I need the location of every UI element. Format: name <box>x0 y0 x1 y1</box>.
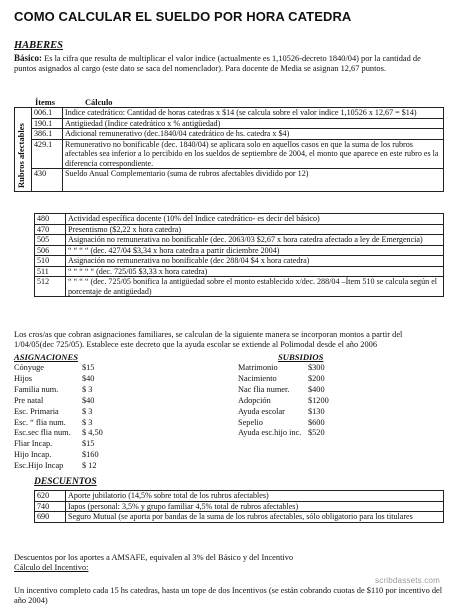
basico-label: Básico: <box>14 53 42 63</box>
item-code: 480 <box>35 214 66 225</box>
item-code: 006.1 <box>32 108 63 119</box>
list-value: $1200 <box>308 395 329 405</box>
item-text: Actividad específica docente (10% del Indice catedrático- es decir del básico) <box>66 214 444 225</box>
otros-items-table <box>34 213 444 297</box>
table-row <box>35 224 444 235</box>
item-code: 510 <box>35 256 66 267</box>
item-text: Indice catedrático: Cantidad de horas catedras x $14 (se calcula sobre el valor indice 1,10526 x 12,67 = $14) <box>63 108 444 119</box>
descuentos-table <box>34 490 444 523</box>
incentivo-paragraph: Un incentivo completo cada 15 hs catedras, hasta un tope de dos Incentivos (se están cobrando cuotas de $110 por incentivo del año 2004) <box>14 586 443 606</box>
list-item: Esc.sec flia num. <box>14 428 71 438</box>
table-row <box>15 118 444 129</box>
item-code: 190.1 <box>32 118 63 129</box>
asignaciones-values <box>82 363 103 472</box>
list-value: $400 <box>308 384 325 394</box>
item-text: Adicional remunerativo (dec.1840/04 catedrático de hs. catedra x $4) <box>63 129 444 140</box>
column-header-calculo: Cálculo <box>85 98 113 107</box>
item-text: Asignación no remunerativa no bonificable (dec. 2063/03 $2,67 x hora catedra afectado a ley de Emergencia) <box>66 235 444 246</box>
list-item: Ayuda escolar <box>238 406 285 416</box>
list-value: $ 3 <box>82 384 93 394</box>
aportes-text: Descuentos por los aportes a AMSAFE, equivalen al 3% del Básico y del Incentivo <box>14 553 294 562</box>
asignaciones-names <box>14 363 71 472</box>
subsidios-names <box>238 363 301 439</box>
table-row <box>35 235 444 246</box>
table-row <box>15 139 444 169</box>
item-text: Asignación no remunerativa no bonificable (dec 288/04 $4 x hora catedra) <box>66 256 444 267</box>
item-text: “ “ “ “ (dec. 427/04 $3,34 x hora catedra a partir diciembre 2004) <box>66 245 444 256</box>
item-code: 505 <box>35 235 66 246</box>
item-code: 690 <box>35 512 66 523</box>
list-item: Esc. Primaria <box>14 406 59 416</box>
table-row <box>35 245 444 256</box>
aportes-paragraph <box>14 553 444 574</box>
asignaciones-heading: ASIGNACIONES <box>14 352 78 362</box>
list-value: $130 <box>308 406 325 416</box>
item-text: Sueldo Anual Complementario (suma de rubros afectables dividido por 12) <box>63 169 444 192</box>
item-text: Remunerativo no bonificable (dec. 1840/04) se aplicara solo en aquellos casos en que la suma de los rubros afectables sea inferior a lo percibido en los sueldos de septiembre de 2004, el monto que aparece en este rubro es la diferencia correspondiente. <box>63 139 444 169</box>
incentivo-heading: Cálculo del Incentivo: <box>14 563 89 573</box>
item-code: 620 <box>35 491 66 502</box>
list-value: $200 <box>308 373 325 383</box>
list-item: Hijos <box>14 373 32 383</box>
list-item: Esc. “ flia num. <box>14 417 66 427</box>
descuentos-heading: DESCUENTOS <box>34 477 97 487</box>
table-row <box>35 214 444 225</box>
list-item: Familia num. <box>14 384 59 394</box>
table-row <box>15 169 444 192</box>
list-value: $15 <box>82 439 95 449</box>
table-row <box>15 108 444 119</box>
list-item: Matrimonio <box>238 363 278 372</box>
list-item: Fliar Incap. <box>14 439 53 449</box>
list-item: Adopción <box>238 395 271 405</box>
item-text: “ “ “ “ (dec. 725/05 bonifica la antigüedad sobre el monto establecido x/dec. 288/04 –Ítem 510 se calcula según el porcentaje de antigüedad) <box>66 277 444 297</box>
item-text: Aporte jubilatorio (14,5% sobre total de los rubros afectables) <box>66 491 444 502</box>
basico-text: Es la cifra que resulta de multiplicar el valor indice (actualmente es 1,10526-decreto 1840/04) por la cantidad de puntos asignados al cargo (este dato se saca del nomenclador). Para docente de Media se asignan 12,67 puntos. <box>14 54 421 74</box>
item-code: 470 <box>35 224 66 235</box>
subsidios-heading: SUBSIDIOS <box>278 352 324 362</box>
rubros-afectables-label: Rubros afectables <box>16 123 26 188</box>
table-row <box>35 277 444 297</box>
list-value: $520 <box>308 428 325 438</box>
list-item: Ayuda esc.hijo inc. <box>238 428 302 438</box>
basico-paragraph <box>14 53 442 75</box>
list-item: Nacimiento <box>238 373 277 383</box>
item-text: Iapos (personal: 3,5% y grupo familiar 4,5% total de rubros afectables) <box>66 501 444 512</box>
column-header-items: Ítems <box>35 98 56 107</box>
list-value: $40 <box>82 373 95 383</box>
list-value: $ 3 <box>82 417 93 427</box>
list-value: $600 <box>308 417 325 427</box>
watermark-text: scribdassets.com <box>375 576 440 585</box>
list-item: Pre natal <box>14 395 44 405</box>
item-code: 386.1 <box>32 129 63 140</box>
table-row <box>35 266 444 277</box>
item-text: Seguro Mutual (se aporta por bandas de la suma de los rubros afectables, sólo obligatorio para los titulares <box>66 512 444 523</box>
item-code: 511 <box>35 266 66 277</box>
list-value: $ 4,50 <box>82 428 103 438</box>
list-item: Nac flia numer. <box>238 384 290 394</box>
list-value: $ 3 <box>82 406 93 416</box>
cros-paragraph: Los cros/as que cobran asignaciones familiares, se calculan de la siguiente manera se incorporan montos a partir del 1/04/05(dec 725/05). Establece este decreto que la ayuda escolar se extiende al Polimodal desde el año 2006 <box>14 330 403 350</box>
list-value: $ 12 <box>82 461 97 471</box>
list-value: $15 <box>82 363 95 372</box>
list-value: $40 <box>82 395 95 405</box>
item-code: 740 <box>35 501 66 512</box>
item-code: 429.1 <box>32 139 63 169</box>
item-code: 430 <box>32 169 63 192</box>
list-item: Esc.Hijo Incap <box>14 461 64 471</box>
list-value: $160 <box>82 450 99 460</box>
item-text: Antigüedad (Indice catedrático x % antigüedad) <box>63 118 444 129</box>
item-text: “ “ “ “ “ (dec. 725/05 $3,33 x hora catedra) <box>66 266 444 277</box>
rubros-label-cell <box>15 108 32 192</box>
list-value: $300 <box>308 363 325 372</box>
table-row <box>35 256 444 267</box>
list-item: Cónyuge <box>14 363 44 372</box>
item-text: Presentismo ($2,22 x hora catedra) <box>66 224 444 235</box>
list-item: Sepelio <box>238 417 263 427</box>
table-row <box>35 491 444 502</box>
table-row <box>15 129 444 140</box>
table-row <box>35 512 444 523</box>
item-code: 512 <box>35 277 66 297</box>
item-code: 506 <box>35 245 66 256</box>
page-title: COMO CALCULAR EL SUELDO POR HORA CATEDRA <box>14 9 352 24</box>
table-row <box>35 501 444 512</box>
list-item: Hijo Incap. <box>14 450 52 460</box>
subsidios-values <box>308 363 329 439</box>
haberes-heading: HABERES <box>14 40 64 51</box>
rubros-afectables-table <box>14 107 444 192</box>
